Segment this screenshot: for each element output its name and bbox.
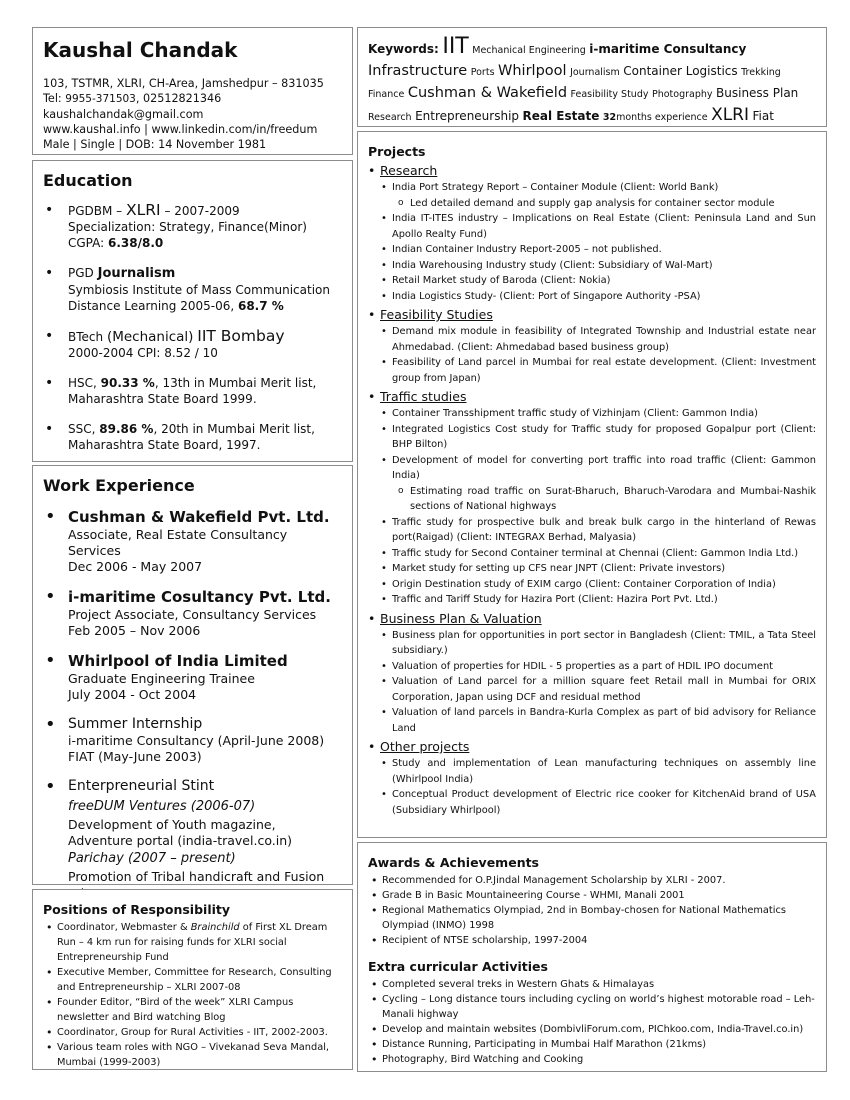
address: 103, TSTMR, XLRI, CH-Area, Jamshedpur – 831035 — [43, 77, 324, 90]
keyword: Infrastructure — [368, 63, 468, 79]
keyword: Whirlpool — [498, 63, 567, 79]
award-item: • Regional Mathematics Olympiad, 2nd in Bombay-chosen for National Mathematics Olympiad (INMO) 1998 — [368, 903, 816, 933]
email: kaushalchandak@gmail.com — [43, 108, 204, 121]
keyword: Research — [368, 112, 412, 123]
keyword: Trekking — [741, 67, 781, 78]
project-item: • Traffic study for prospective bulk and break bulk cargo in the hinterland of Rewas port(Raigad) (Client: INTEGRAX Berhad, Malyasia) — [378, 515, 816, 546]
project-subitem: o Estimating road traffic on Surat-Bharuch, Bharuch-Varodara and Mumbai-Nashik sections of National highways — [398, 484, 816, 515]
education-item: • BTech (Mechanical) IIT Bombay 2000-2004 CPI: 8.52 / 10 — [43, 328, 342, 361]
activity-item: • Completed several treks in Western Ghats & Himalayas — [368, 977, 816, 992]
telephone: Tel: 9955-371503, 02512821346 — [43, 92, 222, 105]
project-item: • Development of model for converting port traffic into road traffic (Client: Gammon India) o Estimating road traffic on Surat-Bharuch, Bharuch-Varodara and Mumbai-Nashik sections of National highways — [378, 453, 816, 515]
position-item: • Founder Editor, “Bird of the week” XLRI Campus newsletter and Bird watching Blog — [43, 995, 342, 1025]
project-item: • Origin Destination study of EXIM cargo (Client: Container Corporation of India) — [378, 577, 816, 593]
activity-item: • Develop and maintain websites (DombivliForum.com, PIChkoo.com, India-Travel.co.in) — [368, 1022, 816, 1037]
positions-section — [32, 889, 353, 1070]
web-links: www.kaushal.info | www.linkedin.com/in/freedum — [43, 123, 318, 136]
keyword: i-maritime Consultancy — [589, 42, 747, 56]
keyword: months experience — [616, 112, 708, 123]
keyword: Finance — [368, 89, 405, 100]
keyword: Cushman & Wakefield — [407, 85, 568, 101]
position-item: • Coordinator, Webmaster & Brainchild of First XL Dream Run – 4 km run for raising funds for XLRI social Entrepreneurship Fund — [43, 920, 342, 965]
section-title: Extra curricular Activities — [368, 959, 548, 974]
project-item: • India Logistics Study- (Client: Port of Singapore Authority -PSA) — [378, 289, 816, 305]
education-item: • PGD Journalism Symbiosis Institute of Mass Communication Distance Learning 2005-06, 68.7 % — [43, 265, 342, 314]
job-item: • Whirlpool of India Limited Graduate Engineering Trainee July 2004 - Oct 2004 — [43, 651, 342, 703]
project-category-other: • Other projects — [368, 738, 816, 756]
keyword: Journalism — [570, 67, 620, 78]
job-item: • Cushman & Wakefield Pvt. Ltd. Associate, Real Estate Consultancy Services Dec 2006 - May 2007 — [43, 507, 342, 575]
keyword: IIT — [442, 34, 469, 59]
awards-section — [357, 842, 827, 1072]
keyword: Fiat — [752, 109, 774, 123]
project-item: • Conceptual Product development of Electric rice cooker for KitchenAid brand of USA (Subsidiary Whirlpool) — [378, 787, 816, 818]
keyword: XLRI — [711, 105, 750, 125]
project-category-feasibility: • Feasibility Studies — [368, 306, 816, 324]
education-item: • PGDBM – XLRI – 2007-2009 Specialization: Strategy, Finance(Minor) CGPA: 6.38/8.0 — [43, 202, 342, 251]
project-category-business: • Business Plan & Valuation — [368, 610, 816, 628]
job-item: • Enterpreneurial Stint freeDUM Ventures (2006-07) Development of Youth magazine, Adventure portal (india-travel.co.in) Parichay (2007 – present) Promotion of Tribal handicraft and Fusion — [43, 777, 342, 901]
education-item: • HSC, 90.33 %, 13th in Mumbai Merit list, Maharashtra State Board 1999. — [43, 375, 342, 407]
project-item: • Valuation of properties for HDIL - 5 properties as a part of HDIL IPO document — [378, 659, 816, 675]
position-item: • Coordinator, Group for Rural Activities - IIT, 2002-2003. — [43, 1025, 342, 1040]
award-item: • Recipient of NTSE scholarship, 1997-2004 — [368, 933, 816, 948]
candidate-name: Kaushal Chandak — [43, 38, 238, 62]
contact-details — [43, 76, 342, 152]
projects-section — [357, 131, 827, 838]
project-subitem: o Led detailed demand and supply gap analysis for container sector module — [398, 196, 816, 212]
section-title: Education — [43, 171, 133, 190]
section-title: Awards & Achievements — [368, 855, 540, 870]
award-item: • Recommended for O.P.Jindal Management Scholarship by XLRI - 2007. — [368, 873, 816, 888]
keywords-label: Keywords: — [368, 42, 439, 56]
project-item: • Feasibility of Land parcel in Mumbai for real estate development. (Client: Investment group from Japan) — [378, 355, 816, 386]
project-item: • India Warehousing Industry study (Client: Subsidiary of Wal-Mart) — [378, 258, 816, 274]
keyword: Mechanical Engineering — [472, 45, 586, 56]
project-item: • Valuation of land parcels in Bandra-Kurla Complex as part of bid advisory for Reliance Land — [378, 705, 816, 736]
project-item: • Integrated Logistics Cost study for Traffic study for proposed Gopalpur port (Client: BHP Bilton) — [378, 422, 816, 453]
project-item: • Demand mix module in feasibility of Integrated Township and Industrial estate near Ahmedabad. (Client: Ahmedabad based business group) — [378, 324, 816, 355]
project-item: • Business plan for opportunities in port sector in Bangladesh (Client: TMIL, a Tata Steel subsidiary.) — [378, 628, 816, 659]
keyword: Feasibility Study — [570, 89, 649, 100]
keyword: Real Estate — [522, 109, 600, 123]
activity-item: • Cycling – Long distance tours including cycling on world’s highest motorable road – Leh-Manali highway — [368, 992, 816, 1022]
keywords-cloud — [368, 36, 816, 128]
keyword: 32 — [602, 112, 617, 123]
project-item: • Traffic and Tariff Study for Hazira Port (Client: Hazira Port Pvt. Ltd.) — [378, 592, 816, 608]
keyword: Entrepreneurship — [415, 109, 520, 123]
keyword: Ports — [470, 67, 495, 78]
project-item: • Valuation of Land parcel for a million square feet Retail mall in Mumbai for ORIX Corporation, Japan using DCF and residual method — [378, 674, 816, 705]
section-title: Projects — [368, 144, 426, 159]
project-item: • Indian Container Industry Report-2005 – not published. — [378, 242, 816, 258]
activity-item: • Distance Running, Participating in Mumbai Half Marathon (21kms) — [368, 1037, 816, 1052]
project-category-research: • Research — [368, 162, 816, 180]
keyword: Business Plan — [716, 86, 799, 100]
job-item: • i-maritime Cosultancy Pvt. Ltd. Project Associate, Consultancy Services Feb 2005 – Nov 2006 — [43, 587, 342, 639]
contact-header — [32, 27, 353, 155]
education-item: • SSC, 89.86 %, 20th in Mumbai Merit list, Maharashtra State Board, 1997. — [43, 421, 342, 453]
activity-item: • Photography, Bird Watching and Cooking — [368, 1052, 816, 1067]
keywords-panel — [357, 27, 827, 127]
project-item: • Retail Market study of Baroda (Client: Nokia) — [378, 273, 816, 289]
project-item: • Traffic study for Second Container terminal at Chennai (Client: Gammon India Ltd.) — [378, 546, 816, 562]
job-item: • Summer Internship i-maritime Consultancy (April-June 2008) FIAT (May-June 2003) — [43, 715, 342, 765]
position-item: • Various team roles with NGO – Vivekanad Seva Mandal, Mumbai (1999-2003) — [43, 1040, 342, 1070]
section-title: Work Experience — [43, 476, 195, 495]
section-title: Positions of Responsibility — [43, 902, 231, 917]
education-section — [32, 160, 353, 462]
keyword: Container Logistics — [623, 64, 738, 78]
position-item: • Executive Member, Committee for Research, Consulting and Entrepreneurship – XLRI 2007-08 — [43, 965, 342, 995]
keyword: Photography — [651, 89, 713, 100]
work-experience-section — [32, 465, 353, 885]
project-item: • Study and implementation of Lean manufacturing techniques on assembly line (Whirlpool India) — [378, 756, 816, 787]
personal-info: Male | Single | DOB: 14 November 1981 — [43, 138, 267, 151]
project-category-traffic: • Traffic studies — [368, 388, 816, 406]
project-item: • India IT-ITES industry – Implications on Real Estate (Client: Peninsula Land and Sun Apollo Realty Fund) — [378, 211, 816, 242]
project-item: • Container Transshipment traffic study of Vizhinjam (Client: Gammon India) — [378, 406, 816, 422]
award-item: • Grade B in Basic Mountaineering Course - WHMI, Manali 2001 — [368, 888, 816, 903]
project-item: • Market study for setting up CFS near JNPT (Client: Private investors) — [378, 561, 816, 577]
project-item: • India Port Strategy Report – Container Module (Client: World Bank) o Led detailed demand and supply gap analysis for container sector module — [378, 180, 816, 211]
